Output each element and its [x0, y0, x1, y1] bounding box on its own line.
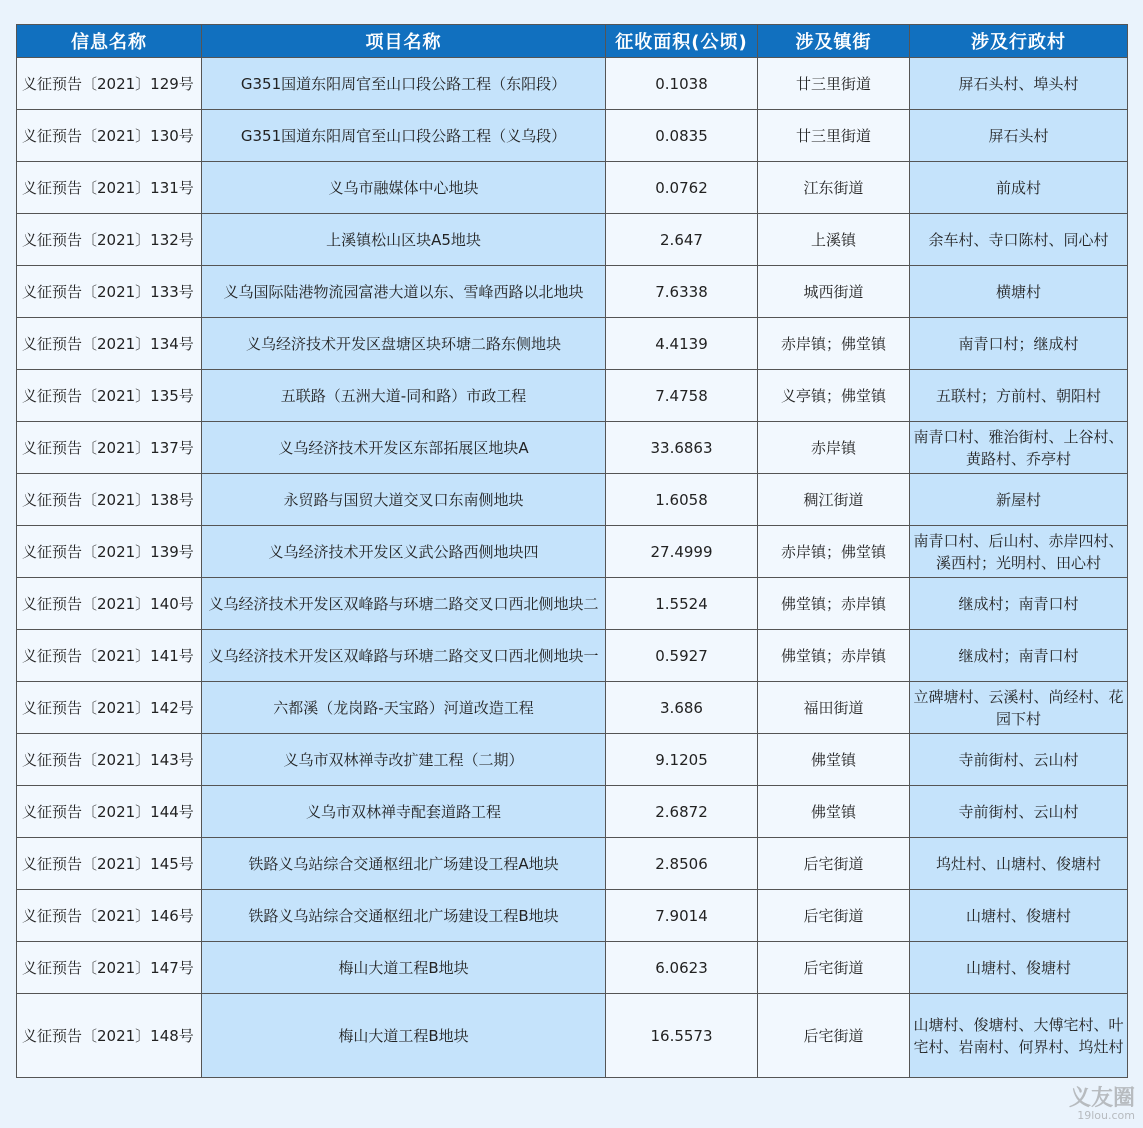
table-row	[17, 214, 1128, 266]
table-row	[17, 526, 1128, 578]
cell-project-name: 六都溪（龙岗路-天宝路）河道改造工程	[202, 682, 606, 734]
table-row	[17, 838, 1128, 890]
cell-info-name: 义征预告〔2021〕134号	[17, 318, 202, 370]
watermark-logo-text: 义友圈	[1068, 1086, 1135, 1111]
cell-info-name: 义征预告〔2021〕140号	[17, 578, 202, 630]
cell-area: 1.5524	[606, 578, 758, 630]
cell-village: 余车村、寺口陈村、同心村	[910, 214, 1128, 266]
header-info-name: 信息名称	[17, 25, 202, 58]
cell-village: 屏石头村	[910, 110, 1128, 162]
expropriation-table-container	[16, 24, 1127, 1078]
table-row	[17, 994, 1128, 1078]
header-project-name: 项目名称	[202, 25, 606, 58]
table-row	[17, 110, 1128, 162]
header-area: 征收面积(公顷)	[606, 25, 758, 58]
cell-project-name: G351国道东阳周官至山口段公路工程（义乌段）	[202, 110, 606, 162]
cell-town: 后宅街道	[758, 890, 910, 942]
cell-village: 山塘村、俊塘村、大傅宅村、叶宅村、岩南村、何界村、坞灶村	[910, 994, 1128, 1078]
table-row	[17, 630, 1128, 682]
cell-area: 3.686	[606, 682, 758, 734]
table-row	[17, 578, 1128, 630]
cell-project-name: 义乌市融媒体中心地块	[202, 162, 606, 214]
table-row	[17, 422, 1128, 474]
cell-town: 佛堂镇	[758, 734, 910, 786]
cell-area: 4.4139	[606, 318, 758, 370]
cell-village: 山塘村、俊塘村	[910, 890, 1128, 942]
cell-area: 7.4758	[606, 370, 758, 422]
cell-village: 立碑塘村、云溪村、尚经村、花园下村	[910, 682, 1128, 734]
expropriation-table	[16, 24, 1128, 1078]
cell-info-name: 义征预告〔2021〕131号	[17, 162, 202, 214]
cell-area: 6.0623	[606, 942, 758, 994]
cell-info-name: 义征预告〔2021〕148号	[17, 994, 202, 1078]
cell-village: 继成村；南青口村	[910, 630, 1128, 682]
cell-village: 屏石头村、埠头村	[910, 58, 1128, 110]
cell-town: 江东街道	[758, 162, 910, 214]
cell-info-name: 义征预告〔2021〕143号	[17, 734, 202, 786]
cell-info-name: 义征预告〔2021〕133号	[17, 266, 202, 318]
cell-area: 33.6863	[606, 422, 758, 474]
cell-village: 南青口村、后山村、赤岸四村、溪西村；光明村、田心村	[910, 526, 1128, 578]
cell-village: 山塘村、俊塘村	[910, 942, 1128, 994]
cell-town: 赤岸镇；佛堂镇	[758, 318, 910, 370]
watermark-url: 19lou.com	[1077, 1109, 1135, 1122]
cell-project-name: 五联路（五洲大道-同和路）市政工程	[202, 370, 606, 422]
cell-area: 9.1205	[606, 734, 758, 786]
cell-area: 16.5573	[606, 994, 758, 1078]
cell-town: 稠江街道	[758, 474, 910, 526]
header-village: 涉及行政村	[910, 25, 1128, 58]
cell-town: 城西街道	[758, 266, 910, 318]
table-row	[17, 682, 1128, 734]
cell-area: 0.0762	[606, 162, 758, 214]
cell-area: 27.4999	[606, 526, 758, 578]
cell-town: 赤岸镇	[758, 422, 910, 474]
cell-town: 后宅街道	[758, 838, 910, 890]
cell-project-name: G351国道东阳周官至山口段公路工程（东阳段）	[202, 58, 606, 110]
cell-project-name: 义乌市双林禅寺改扩建工程（二期）	[202, 734, 606, 786]
cell-area: 2.8506	[606, 838, 758, 890]
cell-project-name: 梅山大道工程B地块	[202, 942, 606, 994]
cell-town: 上溪镇	[758, 214, 910, 266]
table-row	[17, 942, 1128, 994]
table-row	[17, 890, 1128, 942]
cell-info-name: 义征预告〔2021〕142号	[17, 682, 202, 734]
cell-project-name: 永贸路与国贸大道交叉口东南侧地块	[202, 474, 606, 526]
cell-area: 7.9014	[606, 890, 758, 942]
table-row	[17, 474, 1128, 526]
cell-village: 南青口村；继成村	[910, 318, 1128, 370]
cell-area: 0.1038	[606, 58, 758, 110]
cell-town: 后宅街道	[758, 994, 910, 1078]
cell-town: 义亭镇；佛堂镇	[758, 370, 910, 422]
table-row	[17, 58, 1128, 110]
cell-project-name: 义乌经济技术开发区义武公路西侧地块四	[202, 526, 606, 578]
cell-town: 佛堂镇；赤岸镇	[758, 630, 910, 682]
cell-village: 新屋村	[910, 474, 1128, 526]
table-row	[17, 318, 1128, 370]
cell-project-name: 义乌市双林禅寺配套道路工程	[202, 786, 606, 838]
cell-info-name: 义征预告〔2021〕129号	[17, 58, 202, 110]
cell-project-name: 义乌经济技术开发区双峰路与环塘二路交叉口西北侧地块二	[202, 578, 606, 630]
table-row	[17, 370, 1128, 422]
cell-town: 佛堂镇；赤岸镇	[758, 578, 910, 630]
cell-project-name: 义乌经济技术开发区盘塘区块环塘二路东侧地块	[202, 318, 606, 370]
cell-village: 继成村；南青口村	[910, 578, 1128, 630]
cell-project-name: 梅山大道工程B地块	[202, 994, 606, 1078]
cell-village: 寺前街村、云山村	[910, 786, 1128, 838]
cell-village: 寺前街村、云山村	[910, 734, 1128, 786]
cell-project-name: 铁路义乌站综合交通枢纽北广场建设工程A地块	[202, 838, 606, 890]
cell-area: 0.5927	[606, 630, 758, 682]
cell-info-name: 义征预告〔2021〕145号	[17, 838, 202, 890]
cell-village: 横塘村	[910, 266, 1128, 318]
cell-project-name: 上溪镇松山区块A5地块	[202, 214, 606, 266]
cell-info-name: 义征预告〔2021〕146号	[17, 890, 202, 942]
table-row	[17, 786, 1128, 838]
cell-village: 五联村；方前村、朝阳村	[910, 370, 1128, 422]
cell-area: 2.6872	[606, 786, 758, 838]
cell-village: 南青口村、雅治街村、上谷村、黄路村、乔亭村	[910, 422, 1128, 474]
cell-town: 廿三里街道	[758, 110, 910, 162]
cell-info-name: 义征预告〔2021〕147号	[17, 942, 202, 994]
cell-town: 后宅街道	[758, 942, 910, 994]
table-body	[17, 58, 1128, 1078]
site-watermark	[1069, 1088, 1135, 1122]
header-town: 涉及镇街	[758, 25, 910, 58]
cell-info-name: 义征预告〔2021〕141号	[17, 630, 202, 682]
cell-info-name: 义征预告〔2021〕139号	[17, 526, 202, 578]
cell-project-name: 铁路义乌站综合交通枢纽北广场建设工程B地块	[202, 890, 606, 942]
cell-info-name: 义征预告〔2021〕130号	[17, 110, 202, 162]
cell-village: 前成村	[910, 162, 1128, 214]
cell-project-name: 义乌国际陆港物流园富港大道以东、雪峰西路以北地块	[202, 266, 606, 318]
cell-area: 2.647	[606, 214, 758, 266]
cell-area: 1.6058	[606, 474, 758, 526]
cell-info-name: 义征预告〔2021〕144号	[17, 786, 202, 838]
cell-town: 赤岸镇；佛堂镇	[758, 526, 910, 578]
header-row	[17, 25, 1128, 58]
cell-village: 坞灶村、山塘村、俊塘村	[910, 838, 1128, 890]
cell-info-name: 义征预告〔2021〕138号	[17, 474, 202, 526]
cell-area: 7.6338	[606, 266, 758, 318]
table-row	[17, 734, 1128, 786]
cell-area: 0.0835	[606, 110, 758, 162]
table-row	[17, 162, 1128, 214]
cell-town: 佛堂镇	[758, 786, 910, 838]
cell-project-name: 义乌经济技术开发区东部拓展区地块A	[202, 422, 606, 474]
cell-info-name: 义征预告〔2021〕135号	[17, 370, 202, 422]
cell-town: 福田街道	[758, 682, 910, 734]
cell-info-name: 义征预告〔2021〕132号	[17, 214, 202, 266]
table-row	[17, 266, 1128, 318]
cell-project-name: 义乌经济技术开发区双峰路与环塘二路交叉口西北侧地块一	[202, 630, 606, 682]
cell-info-name: 义征预告〔2021〕137号	[17, 422, 202, 474]
cell-town: 廿三里街道	[758, 58, 910, 110]
